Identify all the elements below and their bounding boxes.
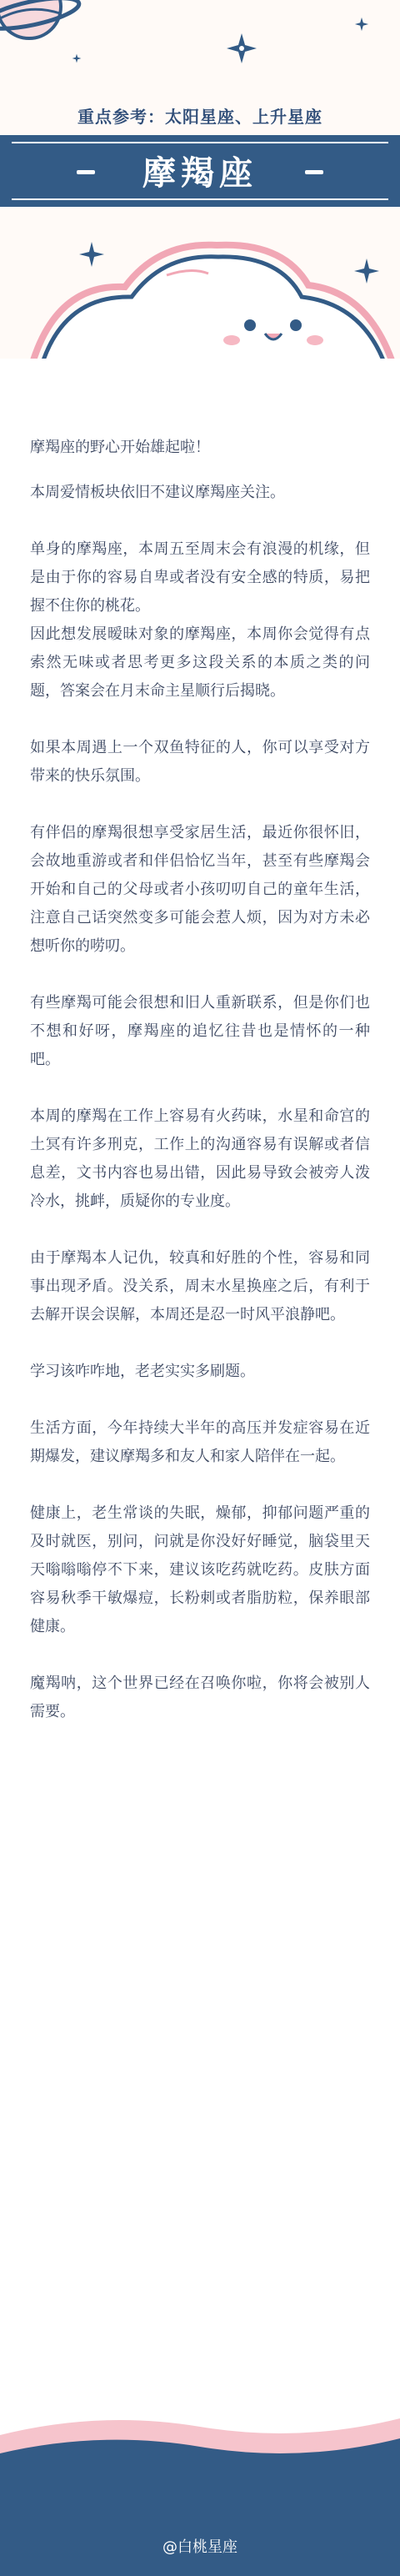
- paragraph: 如果本周遇上一个双鱼特征的人，你可以享受对方带来的快乐氛围。: [30, 739, 370, 785]
- paragraph: 摩羯座的野心开始雄起啦！: [30, 439, 210, 456]
- title-banner: [0, 135, 400, 207]
- paragraph: 学习该咋咋地，老老实实多刷题。: [30, 1363, 255, 1380]
- paragraph: 单身的摩羯座，本周五至周末会有浪漫的机缘，但是由于你的容易自卑或者没有安全感的特质，易把握不住你的桃花。: [30, 540, 370, 615]
- footer-credit: @白桃星座: [162, 2538, 238, 2556]
- paragraph: 因此想发展暧昧对象的摩羯座，本周你会觉得有点索然无味或者思考更多这段关系的本质之类的问题，答案会在月末命主星顺行后揭晓。: [30, 625, 370, 700]
- paragraph: 本周的摩羯在工作上容易有火药味，水星和命宫的土冥有许多刑克，工作上的沟通容易有误解或者信息差，文书内容也易出错，因此易导致会被旁人泼冷水，挑衅，质疑你的专业度。: [30, 1107, 370, 1210]
- title-dash-right: [305, 170, 323, 174]
- star-icon: [225, 32, 258, 65]
- footer: [0, 2402, 400, 2576]
- planet-icon: [0, 0, 83, 58]
- paragraph: 健康上，老生常谈的失眠，燥郁，抑郁问题严重的及时就医，别问，问就是你没好好睡觉，脑袋里天天嗡嗡嗡停不下来，建议该吃药就吃药。皮肤方面容易秋季干敏爆痘，长粉刺或者脂肪粒，保养眼部健康。: [30, 1504, 370, 1635]
- paragraph: 本周爱情板块依旧不建议摩羯座关注。: [30, 484, 285, 501]
- paragraph: 生活方面，今年持续大半年的高压并发症容易在近期爆发，建议摩羯多和友人和家人陪伴在一起。: [30, 1419, 370, 1465]
- header: [0, 0, 400, 359]
- paragraph: 由于摩羯本人记仇，较真和好胜的个性，容易和同事出现矛盾。没关系，周末水星换座之后，有利于去解开误会误解，本周还是忍一时风平浪静吧。: [30, 1249, 370, 1323]
- star-icon: [72, 53, 82, 63]
- subtitle: 重点参考：太阳星座、上升星座: [78, 107, 322, 127]
- smiling-cloud-mascot: [0, 208, 400, 359]
- paragraph: 有些摩羯可能会很想和旧人重新联系，但是你们也不想和好呀，摩羯座的追忆往昔也是情怀的一种吧。: [30, 994, 370, 1068]
- paragraph: 有伴侣的摩羯很想享受家居生活，最近你很怀旧，会故地重游或者和伴侣恰忆当年，甚至有些摩羯会开始和自己的父母或者小孩叨叨自己的童年生活，注意自己话突然变多可能会惹人烦，因为对方未必想听你的唠叨。: [30, 824, 370, 955]
- paragraph: 魔羯呐，这个世界已经在召唤你啦，你将会被别人需要。: [30, 1675, 370, 1720]
- star-icon: [354, 17, 369, 32]
- page-title: 摩羯座: [142, 154, 258, 193]
- article-body: [30, 434, 370, 1726]
